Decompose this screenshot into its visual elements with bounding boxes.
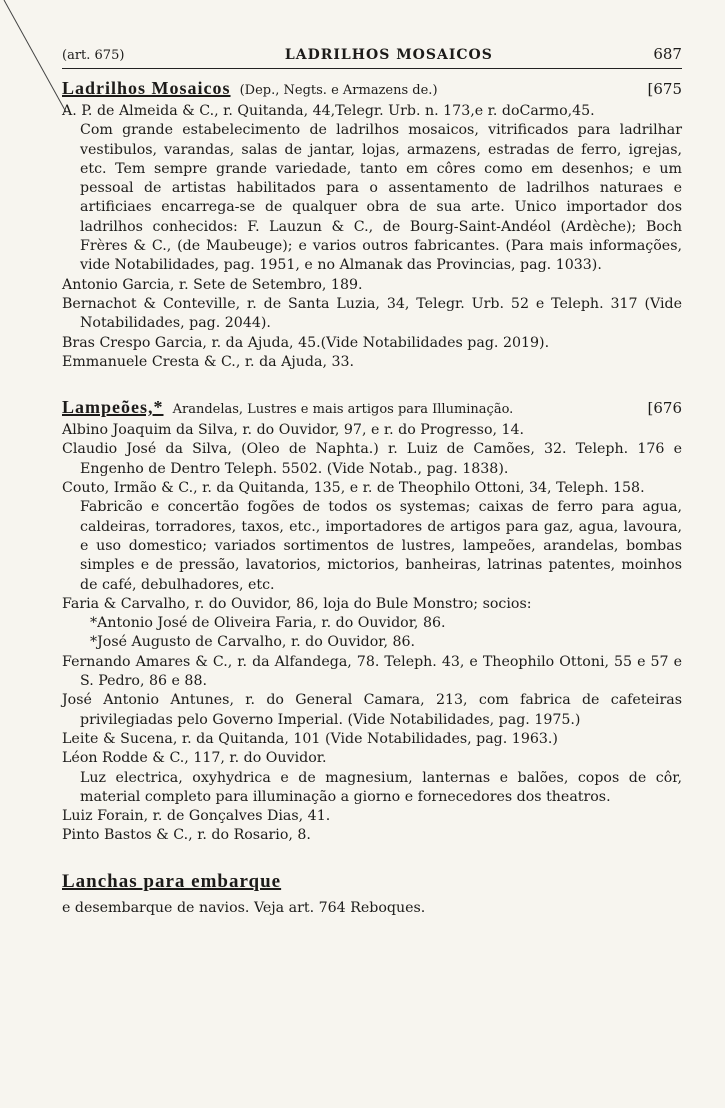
section-number: [676	[647, 399, 682, 418]
page-title: LADRILHOS MOSAICOS	[284, 47, 493, 63]
entry: Leite & Sucena, r. da Quitanda, 101 (Vide Notabilidades, pag. 1963.)	[62, 730, 558, 747]
entry-description: Com grande estabelecimento de ladrilhos mosaicos, vitrificados para ladrilhar vestibulos, varandas, salas de jantar, lojas, armazens, estradas de ferro, igrejas, etc. Tem sempre grande variedade, tanto em côres como em desenhos; e um pessoal de artistas habilitados para o assentamento de ladrilhos naturaes e artificiaes encarrega-se de qualquer obra de sua arte. Unico importador dos ladrilhos conhecidos: F. Lauzun & C., de Bourg-Saint-Andéol (Ardèche); Boch Frères & C., (de Maubeuge); e varios outros fabricantes. (Para mais informações, vide Notabilidades, pag. 1951, e no Almanak das Provincias, pag. 1033).	[80, 122, 682, 274]
entry: Couto, Irmão & C., r. da Quitanda, 135, e r. de Theophilo Ottoni, 34, Teleph. 158.	[62, 480, 645, 497]
section-number: [675	[647, 80, 682, 98]
section-title: Lanchas para embarque	[62, 870, 282, 892]
entry-description: Luz electrica, oxyhydrica e de magnesium, lanternas e balões, copos de côr, material completo para illuminação a giorno e fornecedores dos theatros.	[80, 769, 682, 805]
section-title: Lampeões,*	[62, 397, 164, 418]
section-title: Ladrilhos Mosaicos	[62, 78, 231, 98]
article-ref: (art. 675)	[62, 48, 125, 63]
entry: Antonio Garcia, r. Sete de Setembro, 189.	[62, 276, 363, 293]
entry-partner: *José Augusto de Carvalho, r. do Ouvidor, 86.	[90, 634, 416, 651]
page	[62, 44, 682, 918]
section-description: Arandelas, Lustres e mais artigos para Illuminação.	[172, 402, 514, 418]
entry: Bras Crespo Garcia, r. da Ajuda, 45.(Vide Notabilidades pag. 2019).	[62, 334, 550, 351]
section-heading	[62, 77, 682, 102]
section-heading	[62, 396, 682, 421]
entry-description: Fabricão e concertão fogões de todos os systemas; caixas de ferro para agua, caldeiras, torradores, taxos, etc., importadores de artigos para gaz, agua, lavoura, e uso domestico; variados sortimentos de lustres, lampeões, arandelas, bombas simples e de pressão, lavatorios, mictorios, banheiras, latrinas patentes, moinhos de café, debulhadores, etc.	[80, 499, 682, 593]
entry: José Antonio Antunes, r. do General Camara, 213, com fabrica de cafeteiras privilegiadas pelo Governo Imperial. (Vide Notabilidades, pag. 1975.)	[62, 692, 682, 728]
section-ladrilhos-mosaicos	[62, 77, 682, 372]
entry: Fernando Amares & C., r. da Alfandega, 78. Teleph. 43, e Theophilo Ottoni, 55 e 57 e S. Pedro, 86 e 88.	[62, 653, 682, 690]
section-lampeoes	[62, 396, 682, 846]
section-lanchas	[62, 870, 682, 918]
entry: Luiz Forain, r. de Gonçalves Dias, 41.	[62, 808, 331, 825]
entry: Pinto Bastos & C., r. do Rosario, 8.	[62, 827, 311, 844]
entry: A. P. de Almeida & C., r. Quitanda, 44,Telegr. Urb. n. 173,e r. doCarmo,45.	[62, 103, 595, 119]
entry: Albino Joaquim da Silva, r. do Ouvidor, 97, e r. do Progresso, 14.	[62, 422, 525, 439]
entry-partner: *Antonio José de Oliveira Faria, r. do Ouvidor, 86.	[90, 615, 446, 632]
entry: Faria & Carvalho, r. do Ouvidor, 86, loja do Bule Monstro; socios:	[62, 595, 532, 612]
section-continuation: e desembarque de navios. Veja art. 764 Reboques.	[62, 899, 426, 916]
entry: Claudio José da Silva, (Oleo de Naphta.) r. Luiz de Camões, 32. Teleph. 176 e Engenho de Dentro Teleph. 5502. (Vide Notab., pag. 1838).	[62, 441, 682, 477]
entry: Bernachot & Conteville, r. de Santa Luzia, 34, Telegr. Urb. 52 e Teleph. 317 (Vide Notabilidades, pag. 2044).	[62, 295, 682, 332]
entry: Emmanuele Cresta & C., r. da Ajuda, 33.	[62, 353, 355, 370]
section-description: (Dep., Negts. e Armazens de.)	[239, 83, 438, 98]
running-head	[62, 44, 682, 69]
entry: Léon Rodde & C., 117, r. do Ouvidor.	[62, 750, 327, 767]
page-number: 687	[653, 45, 682, 63]
